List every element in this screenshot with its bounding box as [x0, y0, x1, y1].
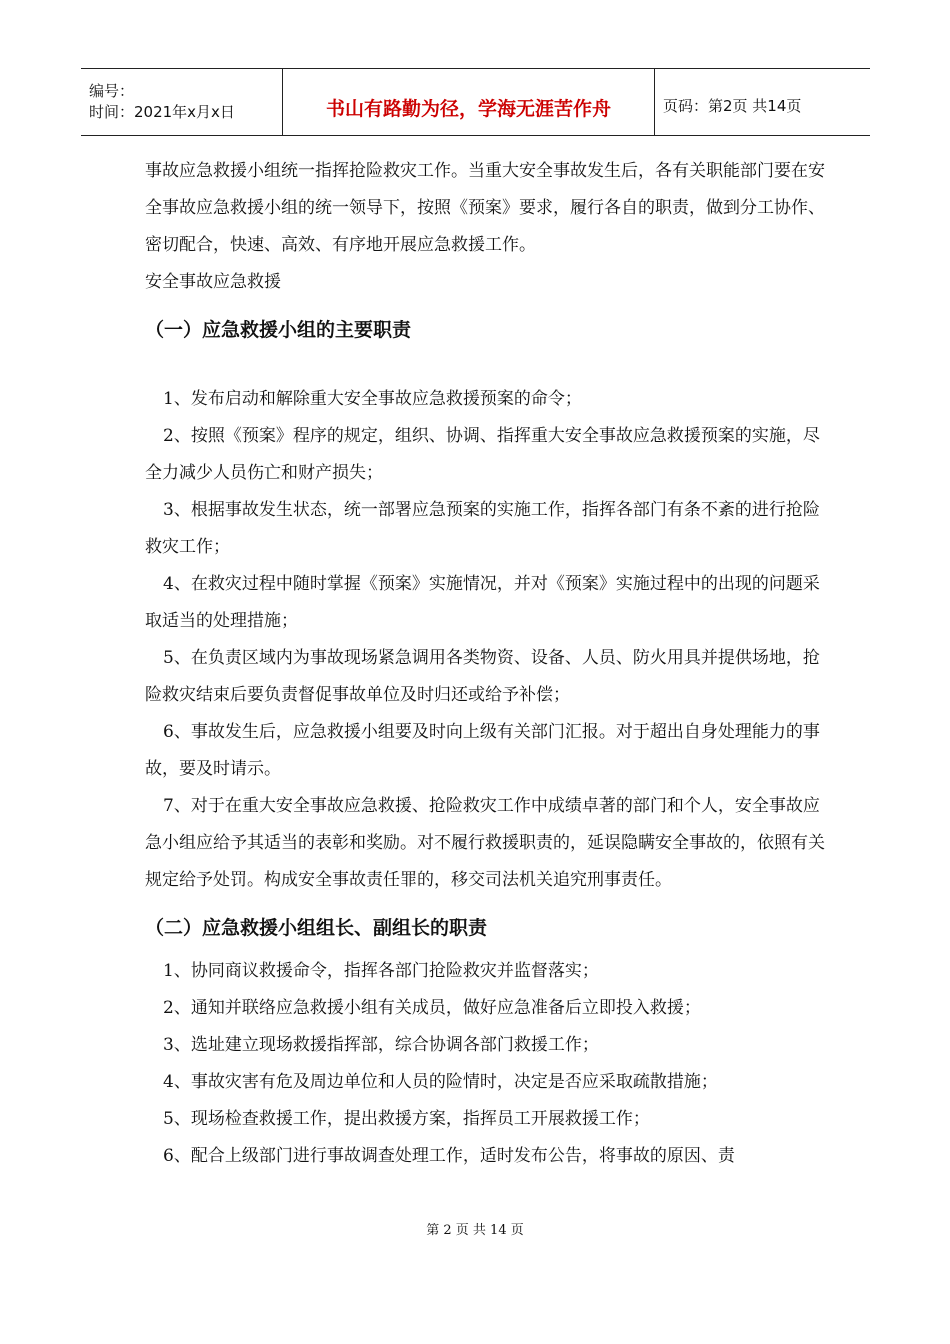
list-item: 6、配合上级部门进行事故调查处理工作，适时发布公告，将事故的原因、责	[163, 1146, 735, 1166]
section-2-heading: （二）应急救援小组组长、副组长的职责	[145, 917, 488, 939]
footer-page-number: 第 2 页 共 14 页	[426, 1223, 524, 1238]
list-item: 7、对于在重大安全事故应急救援、抢险救灾工作中成绩卓著的部门和个人，安全事故应急小组应给予其适当的表彰和奖励。对不履行救援职责的，延误隐瞒安全事故的，依照有关规定给予处罚。构成安全事故责任罪的，移交司法机关追究刑事责任。	[145, 796, 825, 890]
header-motto	[282, 69, 655, 135]
motto-text: 书山有路勤为径，学海无涯苦作舟	[325, 97, 611, 120]
number-label: 编号：	[89, 82, 135, 100]
list-item: 3、选址建立现场救援指挥部，综合协调各部门救援工作；	[163, 1035, 599, 1055]
document-body	[145, 153, 825, 1175]
page-info-text: 页码：第2页 共14页	[663, 96, 802, 115]
list-item: 5、在负责区域内为事故现场紧急调用各类物资、设备、人员、防火用具并提供场地，抢险救灾结束后要负责督促事故单位及时归还或给予补偿；	[145, 648, 820, 705]
list-item: 3、根据事故发生状态，统一部署应急预案的实施工作，指挥各部门有条不紊的进行抢险救灾工作；	[145, 500, 820, 557]
intro-paragraph: 事故应急救援小组统一指挥抢险救灾工作。当重大安全事故发生后，各有关职能部门要在安全事故应急救援小组的统一领导下，按照《预案》要求，履行各自的职责，做到分工协作、密切配合，快速、高效、有序地开展应急救援工作。	[145, 161, 825, 255]
section-2-list	[145, 953, 825, 1175]
section-1-heading: （一）应急救援小组的主要职责	[145, 319, 412, 341]
intro-tail: 安全事故应急救援	[145, 272, 281, 292]
list-item: 2、通知并联络应急救援小组有关成员，做好应急准备后立即投入救援；	[163, 998, 701, 1018]
list-item: 2、按照《预案》程序的规定，组织、协调、指挥重大安全事故应急救援预案的实施，尽全力减少人员伤亡和财产损失；	[145, 426, 820, 483]
list-item: 4、在救灾过程中随时掌握《预案》实施情况，并对《预案》实施过程中的出现的问题采取适当的处理措施；	[145, 574, 820, 631]
list-item: 1、协同商议救援命令，指挥各部门抢险救灾并监督落实；	[163, 961, 599, 981]
list-item: 4、事故灾害有危及周边单位和人员的险情时，决定是否应采取疏散措施；	[163, 1072, 718, 1092]
page-header	[81, 68, 870, 136]
list-item: 6、事故发生后，应急救援小组要及时向上级有关部门汇报。对于超出自身处理能力的事故，要及时请示。	[145, 722, 820, 779]
section-1-list	[145, 381, 825, 899]
list-item: 5、现场检查救援工作，提出救援方案，指挥员工开展救援工作；	[163, 1109, 650, 1129]
page-footer	[0, 1219, 950, 1238]
header-page-info	[655, 69, 870, 135]
list-item: 1、发布启动和解除重大安全事故应急救援预案的命令；	[163, 389, 582, 409]
header-meta	[81, 69, 282, 135]
time-label: 时间：2021年x月x日	[89, 103, 235, 121]
